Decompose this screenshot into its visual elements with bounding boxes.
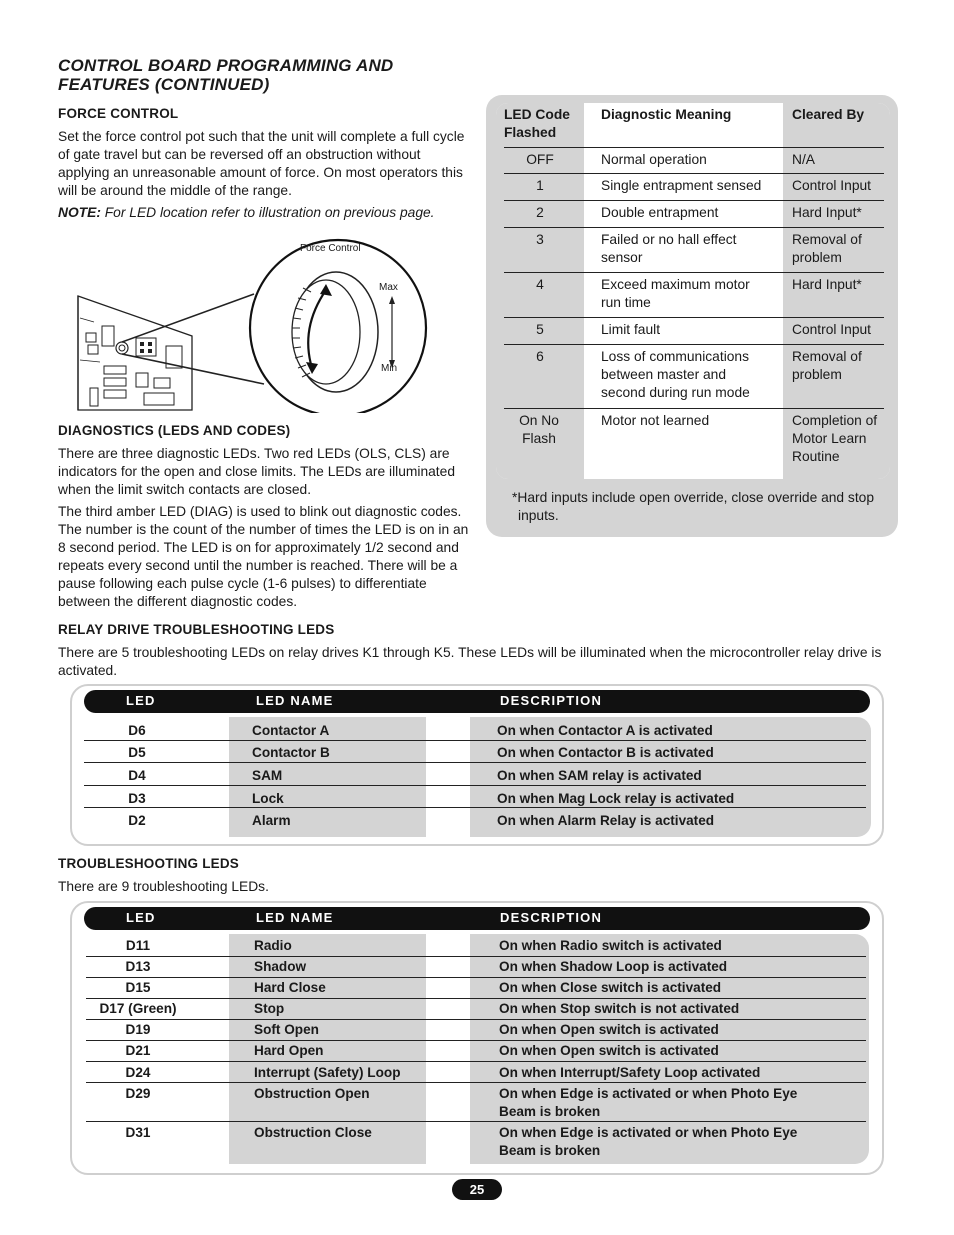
diag-row-0-code: OFF — [526, 152, 554, 167]
page-title — [58, 56, 393, 94]
diag-divider — [504, 147, 884, 148]
trouble-row-0-desc: On when Radio switch is activated — [499, 938, 722, 953]
trouble-row-3-name: Stop — [254, 1001, 285, 1016]
trouble-row-8-name: Obstruction Close — [254, 1125, 372, 1140]
relay-row-0-name: Contactor A — [252, 723, 330, 738]
relay-row-divider — [84, 785, 866, 786]
diag-row-6-cleared: Removal of problem — [792, 349, 862, 382]
diag-row-4-code: 4 — [536, 277, 544, 292]
relay-row-3-name: Lock — [252, 791, 284, 806]
trouble-row-8-desc: On when Edge is activated or when Photo Eye Beam is broken — [499, 1125, 798, 1158]
diag-divider — [504, 227, 884, 228]
diag-row-0-cleared: N/A — [792, 152, 815, 167]
diag-row-1-cleared: Control Input — [792, 178, 871, 193]
trouble-row-7-desc: On when Edge is activated or when Photo Eye Beam is broken — [499, 1086, 798, 1119]
trouble-paragraph: There are 9 troubleshooting LEDs. — [58, 879, 269, 894]
figure-label-max: Max — [379, 282, 398, 293]
trouble-table-header — [84, 907, 870, 930]
trouble-row-5-led: D21 — [125, 1043, 151, 1058]
relay-row-3-desc: On when Mag Lock relay is activated — [497, 791, 735, 806]
diagnostics-heading: DIAGNOSTICS (LEDS AND CODES) — [58, 423, 291, 438]
diag-divider — [504, 317, 884, 318]
force-control-note — [58, 204, 478, 222]
diag-divider — [504, 200, 884, 201]
diag-row-1-code: 1 — [536, 178, 544, 193]
relay-row-1-led: D5 — [128, 745, 146, 760]
trouble-row-2-desc: On when Close switch is activated — [499, 980, 722, 995]
note-label: NOTE: — [58, 205, 101, 220]
trouble-row-8-led: D31 — [125, 1125, 151, 1140]
diag-footnote: *Hard inputs include open override, close override and stop inputs. — [512, 490, 874, 523]
trouble-row-1-desc: On when Shadow Loop is activated — [499, 959, 728, 974]
trouble-row-7-name: Obstruction Open — [254, 1086, 370, 1101]
diag-row-6-code: 6 — [536, 349, 544, 364]
diag-row-2-cleared: Hard Input* — [792, 205, 862, 220]
trouble-row-divider — [86, 998, 866, 999]
trouble-row-3-desc: On when Stop switch is not activated — [499, 1001, 740, 1016]
trouble-row-6-desc: On when Interrupt/Safety Loop activated — [499, 1065, 761, 1080]
trouble-row-1-name: Shadow — [254, 959, 307, 974]
force-control-heading: FORCE CONTROL — [58, 106, 179, 121]
diag-row-3-meaning: Failed or no hall effect sensor — [601, 232, 737, 265]
relay-row-divider — [84, 807, 866, 808]
relay-row-2-led: D4 — [128, 768, 146, 783]
relay-table-header — [84, 690, 870, 713]
trouble-row-4-name: Soft Open — [254, 1022, 319, 1037]
trouble-row-divider — [86, 1061, 866, 1062]
trouble-row-5-desc: On when Open switch is activated — [499, 1043, 719, 1058]
trouble-row-3-led: D17 (Green) — [99, 1001, 177, 1016]
relay-row-0-led: D6 — [128, 723, 146, 738]
trouble-row-divider — [86, 1019, 866, 1020]
diag-header-code: LED Code Flashed — [504, 107, 570, 140]
force-control-paragraph: Set the force control pot such that the unit will complete a full cycle of gate travel but can be reversed off an obstruction without applying an unreasonable amount of force. On most operators this will be around the middle of the range. — [58, 129, 465, 198]
trouble-row-4-led: D19 — [125, 1022, 151, 1037]
diag-row-6-meaning: Loss of communications between master and second during run mode — [601, 349, 750, 400]
relay-row-4-name: Alarm — [252, 813, 291, 828]
trouble-header-description: DESCRIPTION — [500, 910, 603, 925]
page-number: 25 — [452, 1179, 502, 1200]
relay-header-led: LED — [126, 693, 156, 708]
relay-row-divider — [84, 762, 866, 763]
trouble-row-2-led: D15 — [125, 980, 151, 995]
relay-row-1-desc: On when Contactor B is activated — [497, 745, 714, 760]
trouble-row-divider — [86, 1121, 866, 1122]
trouble-row-1-led: D13 — [125, 959, 151, 974]
relay-row-2-name: SAM — [252, 768, 283, 783]
relay-row-1-name: Contactor B — [252, 745, 330, 760]
relay-row-4-desc: On when Alarm Relay is activated — [497, 813, 715, 828]
diag-divider — [504, 344, 884, 345]
trouble-row-4-desc: On when Open switch is activated — [499, 1022, 719, 1037]
diag-divider — [504, 272, 884, 273]
trouble-heading: TROUBLESHOOTING LEDS — [58, 856, 240, 871]
page-title-line1: CONTROL BOARD PROGRAMMING AND — [58, 56, 394, 75]
diag-row-0-meaning: Normal operation — [601, 152, 707, 167]
diag-row-2-code: 2 — [536, 205, 544, 220]
relay-header-name: LED NAME — [256, 693, 334, 708]
diag-row-7-code: On No Flash — [519, 413, 559, 446]
relay-row-2-desc: On when SAM relay is activated — [497, 768, 702, 783]
diag-row-2-meaning: Double entrapment — [601, 205, 719, 220]
relay-heading: RELAY DRIVE TROUBLESHOOTING LEDS — [58, 622, 335, 637]
diag-row-5-meaning: Limit fault — [601, 322, 661, 337]
diag-row-4-meaning: Exceed maximum motor run time — [601, 277, 750, 310]
relay-row-0-desc: On when Contactor A is activated — [497, 723, 713, 738]
diag-header-cleared: Cleared By — [792, 107, 865, 122]
trouble-row-5-name: Hard Open — [254, 1043, 324, 1058]
diag-row-3-code: 3 — [536, 232, 544, 247]
diag-header-meaning: Diagnostic Meaning — [601, 107, 732, 122]
figure-label-min: Min — [381, 363, 398, 374]
trouble-header-name: LED NAME — [256, 910, 334, 925]
relay-row-divider — [84, 740, 866, 741]
trouble-row-divider — [86, 956, 866, 957]
page-title-line2: FEATURES (CONTINUED) — [58, 75, 270, 94]
trouble-row-0-name: Radio — [254, 938, 292, 953]
trouble-header-led: LED — [126, 910, 156, 925]
trouble-row-7-led: D29 — [125, 1086, 151, 1101]
relay-row-4-led: D2 — [128, 813, 146, 828]
trouble-row-0-led: D11 — [125, 938, 151, 953]
note-text: For LED location refer to illustration on previous page. — [100, 205, 435, 220]
diag-row-7-cleared: Completion of Motor Learn Routine — [792, 413, 878, 464]
diag-divider — [504, 173, 884, 174]
trouble-row-divider — [86, 977, 866, 978]
trouble-row-divider — [86, 1040, 866, 1041]
diag-divider — [504, 408, 884, 409]
diagnostics-paragraph-1: There are three diagnostic LEDs. Two red LEDs (OLS, CLS) are indicators for the open and close limits. The LEDs are illuminated when the limit switch contacts are closed. — [58, 446, 455, 497]
diag-row-1-meaning: Single entrapment sensed — [601, 178, 762, 193]
diagnostics-paragraph-2: The third amber LED (DIAG) is used to blink out diagnostic codes. The number is the count of the number of times the LED is on in an 8 second period. The LED is on for approximately 1/2 second and repeats every second until the number is reached. There will be a pause following each pulse cycle (1-6 pulses) to differentiate between the different diagnostic codes. — [58, 504, 469, 609]
relay-header-description: DESCRIPTION — [500, 693, 603, 708]
force-control-figure — [74, 238, 434, 413]
trouble-row-6-name: Interrupt (Safety) Loop — [254, 1065, 401, 1080]
trouble-row-2-name: Hard Close — [254, 980, 326, 995]
trouble-row-6-led: D24 — [125, 1065, 151, 1080]
diag-row-7-meaning: Motor not learned — [601, 413, 710, 428]
force-control-illustration — [74, 238, 434, 413]
diag-row-3-cleared: Removal of problem — [792, 232, 862, 265]
figure-label-force-control: Force Control — [300, 243, 361, 254]
diag-row-5-cleared: Control Input — [792, 322, 871, 337]
relay-row-3-led: D3 — [128, 791, 146, 806]
trouble-row-divider — [86, 1082, 866, 1083]
relay-paragraph: There are 5 troubleshooting LEDs on relay drives K1 through K5. These LEDs will be illuminated when the microcontroller relay drive is activated. — [58, 645, 882, 678]
diag-row-4-cleared: Hard Input* — [792, 277, 862, 292]
diag-row-5-code: 5 — [536, 322, 544, 337]
